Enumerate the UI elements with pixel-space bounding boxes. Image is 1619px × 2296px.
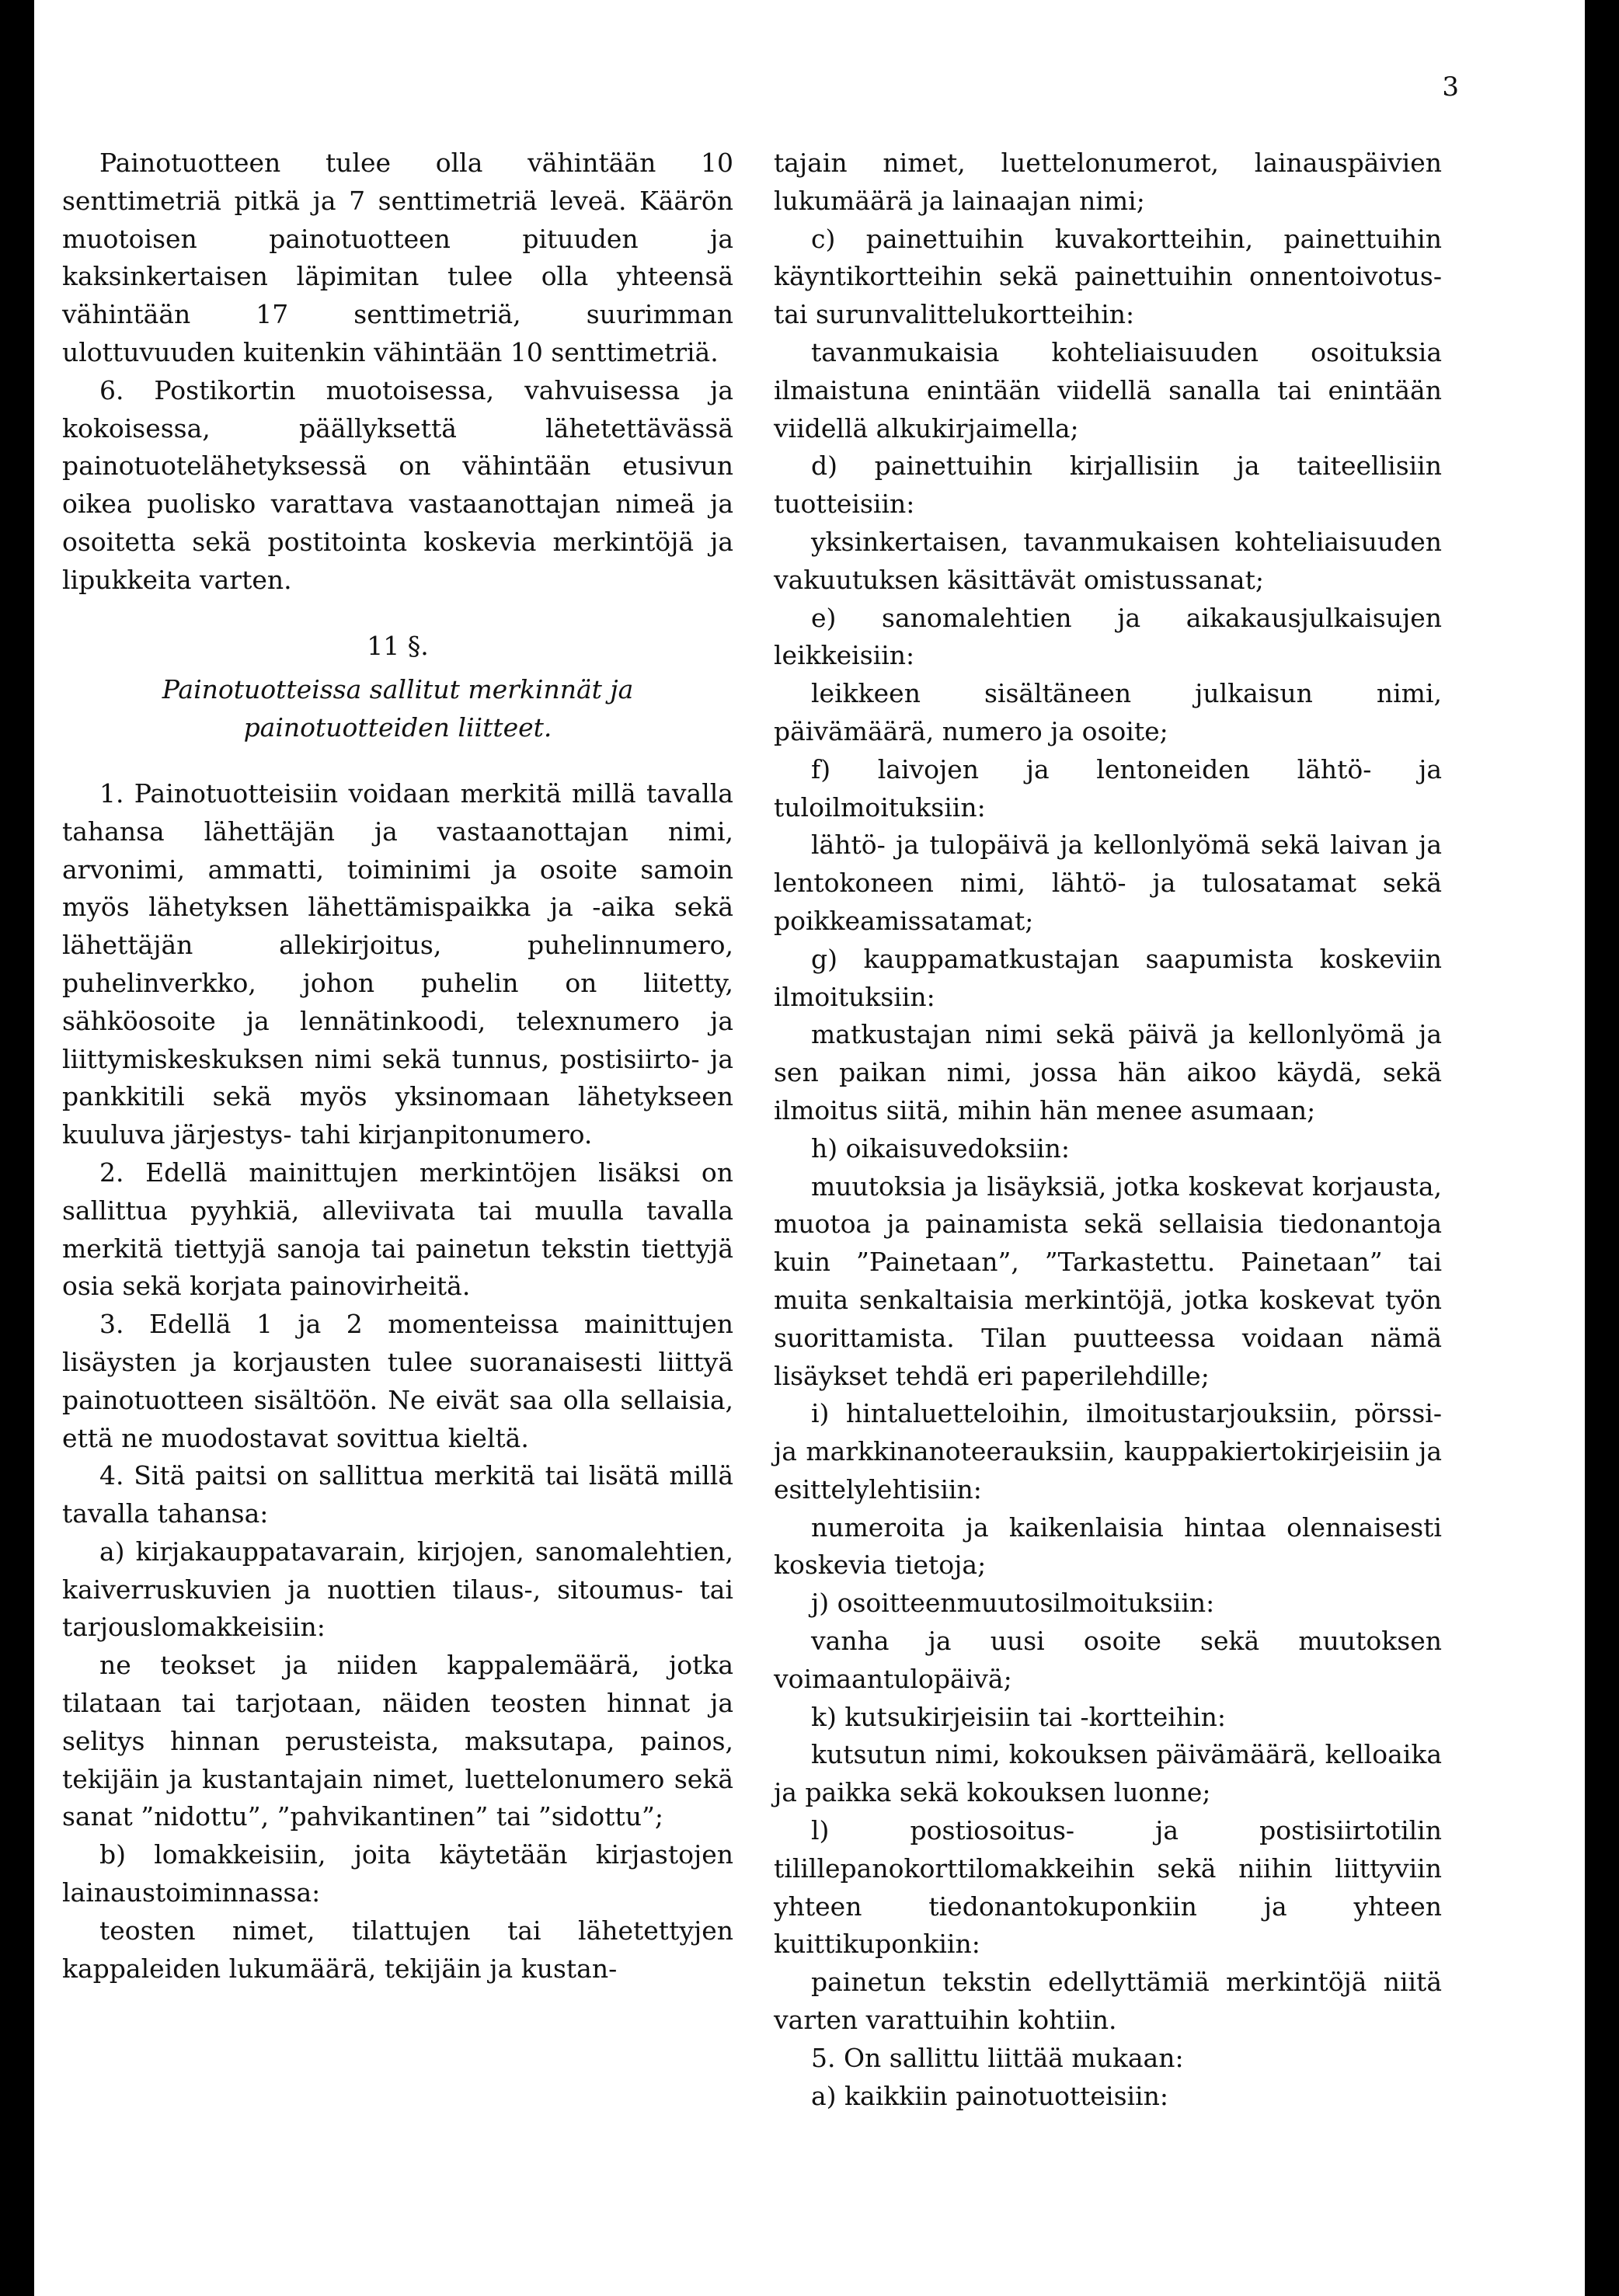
paragraph: numeroita ja kaikenlaisia hintaa olennaisesti koskevia tietoja; <box>774 1512 1442 1581</box>
paragraph: tajain nimet, luettelonumerot, lainauspäivien lukumäärä ja lainaajan nimi; <box>774 148 1442 216</box>
list-item: g) kauppamatkustajan saapumista koskeviin ilmoituksiin: <box>774 943 1442 1012</box>
paragraph: 2. Edellä mainittujen merkintöjen lisäksi on sallittua pyyhkiä, alleviivata tai muulla tavalla merkitä tiettyjä sanoja tai painetun tekstin tiettyjä osia sekä korjata painovirheitä. <box>62 1157 733 1302</box>
paragraph: 6. Postikortin muotoisessa, vahvuisessa ja kokoisessa, päällyksettä lähetettävässä painotuotelähetyksessä on vähintään etusivun oikea puolisko varattava vastaanottajan nimeä ja osoitetta sekä postitointa koskevia merkintöjä ja lipukkeita varten. <box>62 374 733 595</box>
paragraph: 4. Sitä paitsi on sallittua merkitä tai lisätä millä tavalla tahansa: <box>62 1460 733 1529</box>
paragraph: Painotuotteen tulee olla vähintään 10 senttimetriä pitkä ja 7 senttimetriä leveä. Käärön muotoisen painotuotteen pituuden ja kaksinkertaisen läpimitan tulee olla yhteensä vähintään 17 senttimetriä, suurimman ulottuvuuden kuitenkin vähintään 10 senttimetriä. <box>62 148 733 367</box>
paragraph: matkustajan nimi sekä päivä ja kellonlyömä ja sen paikan nimi, jossa hän aikoo käydä, sekä ilmoitus siitä, mihin hän menee asumaan; <box>774 1019 1442 1125</box>
list-item: j) osoitteenmuutosilmoituksiin: <box>811 1588 1215 1619</box>
list-item: h) oikaisuvedoksiin: <box>811 1132 1071 1164</box>
list-item: i) hintaluetteloihin, ilmoitustarjouksiin, pörssi- ja markkinanoteerauksiin, kauppakiertokirjeisiin ja esittelylehtisiin: <box>774 1398 1442 1505</box>
list-item: l) postiosoitus- ja postisiirtotilin tilillepanokorttilomakkeihin sekä niihin liittyviin yhteen tiedonantokuponkiin ja yhteen kuittikuponkiin: <box>774 1815 1442 1960</box>
paragraph: teosten nimet, tilattujen tai lähetettyjen kappaleiden lukumäärä, tekijäin ja kustan- <box>62 1915 733 1984</box>
list-item: a) kaikkiin painotuotteisiin: <box>811 2080 1168 2111</box>
list-item: b) lomakkeisiin, joita käytetään kirjastojen lainaustoiminnassa: <box>62 1839 733 1908</box>
paragraph: 5. On sallittu liittää mukaan: <box>811 2042 1184 2073</box>
scan-border-left <box>0 0 34 2296</box>
paragraph: vanha ja uusi osoite sekä muutoksen voimaantulopäivä; <box>774 1626 1442 1694</box>
section-title: Painotuotteissa sallitut merkinnät ja painotuotteiden liitteet. <box>162 674 634 743</box>
list-item: c) painettuihin kuvakortteihin, painettuihin käyntikortteihin sekä painettuihin onnentoivotus- tai surunvalittelukortteihin: <box>774 223 1442 330</box>
right-column <box>774 144 1442 2115</box>
paragraph: 3. Edellä 1 ja 2 momenteissa mainittujen lisäysten ja korjausten tulee suoranaisesti liittyä painotuotteen sisältöön. Ne eivät saa olla sellaisia, että ne muodostavat sovittua kieltä. <box>62 1309 733 1453</box>
list-item: a) kirjakauppatavarain, kirjojen, sanomalehtien, kaiverruskuvien ja nuottien tilaus-, sitoumus- tai tarjouslomakkeisiin: <box>62 1536 733 1643</box>
page-number: 3 <box>1442 71 1459 103</box>
paragraph: lähtö- ja tulopäivä ja kellonlyömä sekä laivan ja lentokoneen nimi, lähtö- ja tulosatamat sekä poikkeamissatamat; <box>774 830 1442 936</box>
paragraph: muutoksia ja lisäyksiä, jotka koskevat korjausta, muotoa ja painamista sekä sellaisia tiedonantoja kuin ”Painetaan”, ”Tarkastettu. Painetaan” tai muita senkaltaisia merkintöjä, jotka koskevat työn suorittamista. Tilan puutteessa voidaan nämä lisäykset tehdä eri paperilehdille; <box>774 1171 1442 1391</box>
paragraph: ne teokset ja niiden kappalemäärä, jotka tilataan tai tarjotaan, näiden teosten hinnat ja selitys hinnan perusteista, maksutapa, painos, tekijäin ja kustantajain nimet, luettelonumero sekä sanat ”nidottu”, ”pahvikantinen” tai ”sidottu”; <box>62 1650 733 1832</box>
list-item: f) laivojen ja lentoneiden lähtö- ja tuloilmoituksiin: <box>774 753 1442 823</box>
scan-border-right <box>1585 0 1619 2296</box>
list-item: k) kutsukirjeisiin tai -kortteihin: <box>811 1701 1227 1732</box>
paragraph: tavanmukaisia kohteliaisuuden osoituksia ilmaistuna enintään viidellä sanalla tai enintään viidellä alkukirjaimella; <box>774 336 1442 444</box>
section-number: 11 §. <box>367 630 429 661</box>
paragraph: kutsutun nimi, kokouksen päivämäärä, kelloaika ja paikka sekä kokouksen luonne; <box>774 1739 1442 1808</box>
paragraph: leikkeen sisältäneen julkaisun nimi, päivämäärä, numero ja osoite; <box>774 678 1442 746</box>
paragraph: 1. Painotuotteisiin voidaan merkitä millä tavalla tahansa lähettäjän ja vastaanottajan nimi, arvonimi, ammatti, toiminimi ja osoite samoin myös lähetyksen lähettämispaikka ja -aika sekä lähettäjän allekirjoitus, puhelinnumero, puhelinverkko, johon puhelin on liitetty, sähköosoite ja lennätinkoodi, telexnumero ja liittymiskeskuksen nimi sekä tunnus, postisiirto- ja pankkitili sekä myös yksinomaan lähetykseen kuuluva järjestys- tahi kirjanpitonumero. <box>62 778 733 1150</box>
list-item: d) painettuihin kirjallisiin ja taiteellisiin tuotteisiin: <box>774 451 1442 520</box>
left-column <box>62 144 733 1988</box>
list-item: e) sanomalehtien ja aikakausjulkaisujen leikkeisiin: <box>774 602 1442 671</box>
paragraph: yksinkertaisen, tavanmukaisen kohteliaisuuden vakuutuksen käsittävät omistussanat; <box>774 526 1442 595</box>
paragraph: painetun tekstin edellyttämiä merkintöjä niitä varten varattuihin kohtiin. <box>774 1967 1442 2036</box>
